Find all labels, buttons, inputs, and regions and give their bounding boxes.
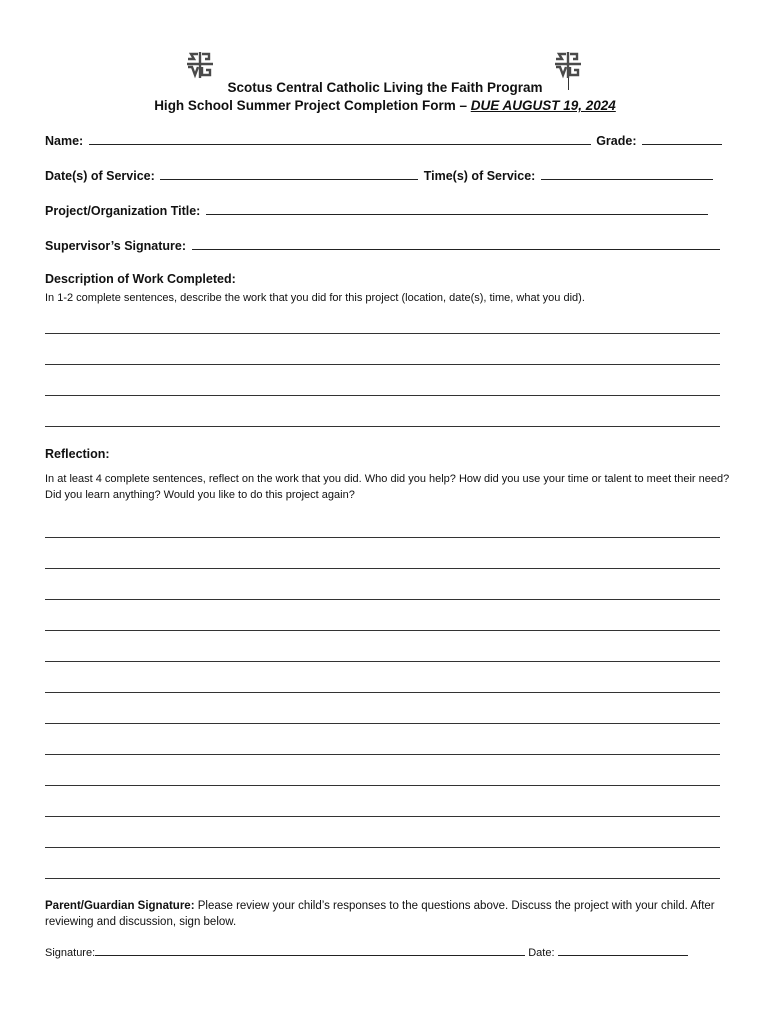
description-heading: Description of Work Completed:	[45, 272, 236, 286]
grade-label: Grade:	[596, 134, 637, 148]
project-row	[45, 202, 710, 218]
reflection-line[interactable]	[45, 630, 720, 631]
reflection-line[interactable]	[45, 599, 720, 600]
project-field[interactable]	[206, 202, 708, 215]
school-logo-left	[185, 50, 215, 80]
dates-field[interactable]	[160, 167, 418, 180]
project-label: Project/Organization Title:	[45, 204, 201, 218]
description-line[interactable]	[45, 395, 720, 396]
reflection-line[interactable]	[45, 568, 720, 569]
reflection-line[interactable]	[45, 878, 720, 879]
form-title-line2	[0, 98, 770, 113]
reflection-line[interactable]	[45, 723, 720, 724]
parent-instructions-text: Please review your child’s responses to the questions above. Discuss the project with your child. After reviewing and discussion, sign below.	[45, 900, 715, 928]
reflection-line[interactable]	[45, 754, 720, 755]
reflection-line[interactable]	[45, 692, 720, 693]
dates-label: Date(s) of Service:	[45, 169, 155, 183]
parent-signature-heading: Parent/Guardian Signature:	[45, 900, 195, 912]
times-label: Time(s) of Service:	[423, 169, 536, 183]
description-instructions: In 1-2 complete sentences, describe the work that you did for this project (location, date(s), time, what you did).	[45, 292, 585, 304]
reflection-line[interactable]	[45, 537, 720, 538]
supervisor-label: Supervisor’s Signature:	[45, 239, 187, 253]
parent-signature-field[interactable]	[95, 945, 525, 956]
name-label: Name:	[45, 134, 84, 148]
parent-signature-row	[45, 945, 688, 959]
times-field[interactable]	[541, 167, 713, 180]
reflection-instructions: In at least 4 complete sentences, reflect on the work that you did. Who did you help? How did you use your time or talent to meet their need? Did you learn anything? Would you like to do this project again?	[45, 473, 730, 501]
reflection-line[interactable]	[45, 847, 720, 848]
grade-field[interactable]	[642, 132, 722, 145]
reflection-heading: Reflection:	[45, 447, 110, 461]
reflection-line[interactable]	[45, 785, 720, 786]
supervisor-row	[45, 237, 722, 253]
description-line[interactable]	[45, 333, 720, 334]
description-line[interactable]	[45, 364, 720, 365]
parent-instructions	[45, 898, 730, 930]
supervisor-signature-field[interactable]	[192, 237, 720, 250]
signature-label: Signature:	[45, 947, 96, 959]
form-title-line1: Scotus Central Catholic Living the Faith Program	[227, 80, 543, 95]
description-line[interactable]	[45, 426, 720, 427]
due-date: DUE AUGUST 19, 2024	[470, 98, 616, 113]
reflection-line[interactable]	[45, 816, 720, 817]
form-title-text: High School Summer Project Completion Form –	[154, 98, 471, 113]
parent-date-field[interactable]	[558, 945, 688, 956]
name-field[interactable]	[89, 132, 591, 145]
service-dates-row	[45, 167, 715, 183]
name-grade-row	[45, 132, 724, 148]
date-label: Date:	[528, 947, 555, 959]
reflection-line[interactable]	[45, 661, 720, 662]
school-logo-right	[553, 50, 583, 80]
